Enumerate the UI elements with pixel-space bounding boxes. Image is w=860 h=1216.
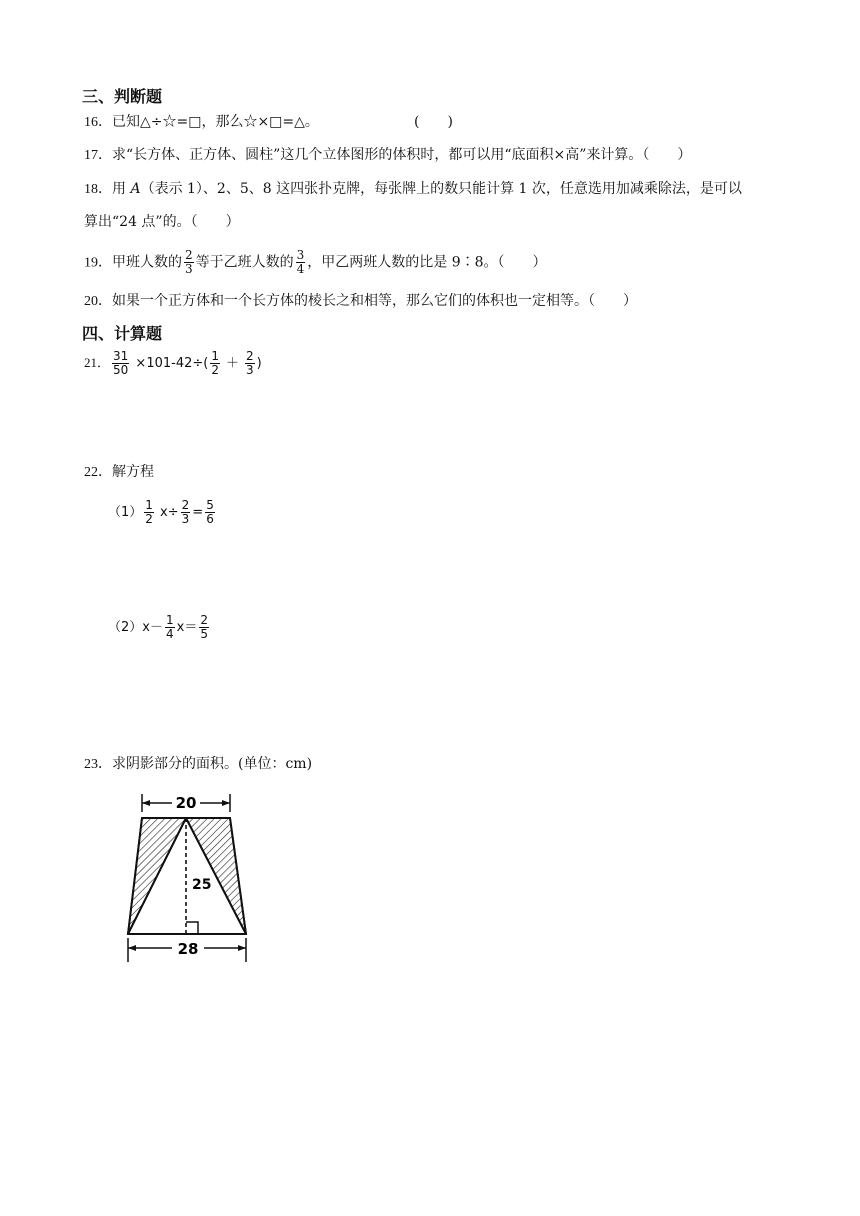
fraction-denominator: 3 (181, 512, 190, 526)
fraction-denominator: 4 (165, 627, 174, 641)
question-text: 求“长方体、正方体、圆柱”这几个立体图形的体积时，都可以用“底面积×高”来计算。（ ） (112, 147, 692, 163)
question-22 (84, 462, 154, 483)
question-number: 19． (84, 255, 112, 271)
fraction-denominator: 5 (200, 627, 208, 641)
question-23 (84, 754, 312, 775)
fraction-five-sixths (205, 499, 215, 526)
fraction-two-thirds (184, 249, 194, 276)
arrowhead (238, 945, 246, 951)
question-title: 解方程 (112, 464, 154, 480)
question-text: 已知△÷☆=□，那么☆×□=△。 (112, 114, 319, 130)
arrowhead (128, 945, 136, 951)
plus-sign: ＋ (225, 356, 239, 371)
section-heading-calculation: 四、计算题 (82, 324, 163, 343)
equation-prefix: x－ (142, 620, 163, 635)
fraction-denominator: 3 (185, 262, 193, 276)
fraction-numerator: 1 (211, 349, 219, 363)
fraction-one-half (144, 499, 154, 526)
arrowhead (142, 800, 150, 806)
question-number: 23． (84, 757, 112, 772)
fraction-numerator: 1 (165, 613, 174, 627)
fraction-numerator: 2 (200, 613, 208, 627)
question-number: 20． (84, 294, 112, 309)
question-number: 21． (84, 355, 111, 370)
question-number: 16． (84, 115, 112, 130)
question-17 (84, 145, 691, 166)
fraction-numerator: 2 (246, 349, 254, 363)
answer-blank-16: ( ) (414, 114, 453, 130)
fraction-numerator: 3 (296, 248, 305, 262)
fraction-denominator: 2 (211, 363, 219, 377)
fraction-two-thirds (181, 499, 191, 526)
question-text-1: 甲班人数的 (112, 254, 182, 271)
question-text-3: ，甲乙两班人数的比是 9∶8。（ ） (307, 254, 547, 271)
question-21 (84, 350, 262, 377)
section-heading-judgement: 三、判断题 (82, 87, 163, 106)
arrowhead (222, 800, 230, 806)
question-text-b: （表示 1）、2、5、8 这四张扑克牌，每张牌上的数只能计算 1 次，任意选用加减乘除法，是可以 (140, 181, 742, 197)
question-16 (84, 112, 319, 133)
variable-a: A (130, 181, 141, 197)
fraction-31-50 (112, 350, 129, 377)
question-text: 求阴影部分的面积。(单位：cm) (112, 756, 313, 772)
dimension-label-top: 20 (175, 794, 197, 812)
fraction-denominator: 50 (113, 363, 129, 377)
fraction-numerator: 5 (206, 498, 214, 512)
equation-2 (108, 614, 211, 641)
dimension-label-height: 25 (192, 877, 212, 893)
fraction-numerator: 1 (145, 498, 153, 512)
question-number: 18． (84, 182, 112, 197)
part-label: （2） (108, 620, 143, 635)
right-angle-mark (186, 922, 198, 934)
dimension-label-bottom: 28 (177, 940, 199, 958)
question-text: 如果一个正方体和一个长方体的棱长之和相等，那么它们的体积也一定相等。（ ） (112, 293, 637, 309)
fraction-three-quarters (296, 249, 306, 276)
equation-middle: x＝ (176, 620, 198, 635)
fraction-one-quarter (165, 614, 175, 641)
question-text-a: 用 (112, 181, 131, 197)
fraction-one-half (210, 350, 220, 377)
equals-sign: = (192, 505, 204, 520)
fraction-numerator: 31 (113, 349, 129, 363)
fraction-numerator: 2 (185, 248, 193, 262)
fraction-denominator: 3 (246, 363, 254, 377)
fraction-two-fifths (199, 614, 209, 641)
fraction-numerator: 2 (181, 498, 190, 512)
equation-middle: x÷ (155, 505, 179, 520)
question-19 (84, 249, 547, 276)
fraction-denominator: 6 (206, 512, 214, 526)
question-18 (84, 179, 742, 200)
question-18-line2: 算出“24 点”的。（ ） (84, 214, 240, 230)
question-text-2: 等于乙班人数的 (195, 254, 294, 271)
shaded-trapezoid-figure (110, 788, 270, 968)
question-20 (84, 291, 637, 312)
fraction-two-thirds (245, 350, 255, 377)
question-number: 17． (84, 148, 112, 163)
equation-1 (108, 499, 217, 526)
fraction-denominator: 4 (296, 262, 305, 276)
part-label: （1） (108, 505, 143, 520)
expression-middle: ×101-42÷( (131, 356, 209, 371)
fraction-denominator: 2 (145, 512, 153, 526)
question-number: 22． (84, 465, 112, 480)
expression-end: ) (256, 356, 262, 371)
